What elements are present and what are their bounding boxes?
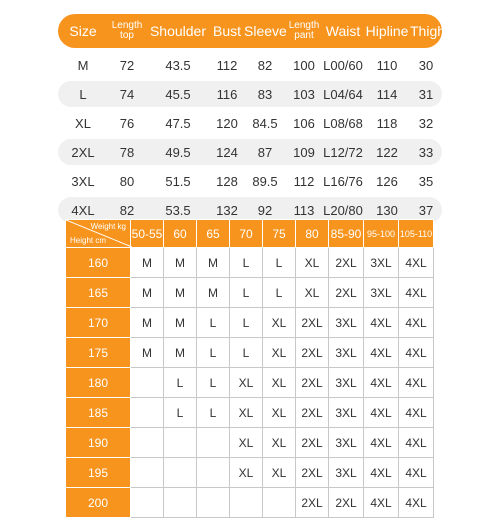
- size-recommendation-cell: 4XL: [364, 428, 399, 458]
- size-recommendation-cell: XL: [263, 338, 296, 368]
- header-length-pant: [286, 21, 322, 41]
- size-recommendation-cell: M: [197, 248, 230, 278]
- size-label: L: [79, 86, 87, 102]
- weight-header-cell: 75: [263, 220, 296, 248]
- height-label: 160: [66, 248, 131, 278]
- size-value: 109: [293, 144, 315, 160]
- size-value: 122: [376, 144, 398, 160]
- size-label: 2XL: [71, 144, 95, 160]
- weight-header-cell: 95-100: [364, 220, 399, 248]
- size-recommendation-cell: L: [197, 398, 230, 428]
- size-label: M: [77, 57, 89, 73]
- size-value: L16/76: [323, 173, 363, 189]
- size-value: 128: [216, 173, 238, 189]
- size-recommendation-cell: M: [164, 248, 197, 278]
- header-thigh: Thigh: [410, 23, 446, 39]
- height-row: [66, 248, 434, 278]
- size-recommendation-cell: XL: [263, 368, 296, 398]
- header-sleeve: Sleeve: [244, 23, 287, 39]
- size-value: 80: [119, 173, 135, 189]
- size-value: 30: [418, 57, 434, 73]
- size-value: 76: [119, 115, 135, 131]
- size-value: 126: [376, 173, 398, 189]
- size-value: 82: [119, 202, 135, 218]
- height-row: [66, 278, 434, 308]
- size-value: 82: [257, 57, 273, 73]
- weight-header-row: [66, 220, 434, 248]
- size-recommendation-cell: 2XL: [296, 428, 329, 458]
- size-recommendation-cell: [263, 488, 296, 518]
- size-recommendation-cell: 2XL: [329, 278, 364, 308]
- weight-header-cell: 60: [164, 220, 197, 248]
- height-label: 190: [66, 428, 131, 458]
- weight-header-cell: 105-110: [399, 220, 434, 248]
- size-recommendation-cell: 2XL: [296, 368, 329, 398]
- size-label: XL: [75, 115, 91, 131]
- size-recommendation-cell: L: [263, 278, 296, 308]
- size-value: 132: [216, 202, 238, 218]
- size-recommendation-cell: 4XL: [399, 338, 434, 368]
- size-value: 32: [418, 115, 434, 131]
- size-recommendation-cell: [131, 428, 164, 458]
- size-value: 124: [216, 144, 238, 160]
- size-recommendation-cell: XL: [230, 368, 263, 398]
- size-recommendation-cell: 4XL: [364, 338, 399, 368]
- size-recommendation-cell: 2XL: [296, 308, 329, 338]
- size-value: 103: [293, 86, 315, 102]
- height-row: [66, 398, 434, 428]
- size-value: 92: [257, 202, 273, 218]
- size-recommendation-cell: M: [164, 308, 197, 338]
- size-recommendation-cell: L: [230, 248, 263, 278]
- size-row: [58, 81, 442, 107]
- height-row: [66, 488, 434, 518]
- size-recommendation-cell: M: [197, 278, 230, 308]
- size-recommendation-cell: XL: [263, 308, 296, 338]
- size-value: 112: [216, 57, 238, 73]
- size-row: [58, 168, 442, 194]
- height-row: [66, 368, 434, 398]
- height-label: 175: [66, 338, 131, 368]
- size-value: 87: [257, 144, 273, 160]
- size-recommendation-cell: 3XL: [364, 278, 399, 308]
- size-recommendation-cell: XL: [230, 428, 263, 458]
- size-value: 114: [376, 86, 398, 102]
- weight-height-chart-body: [66, 220, 434, 518]
- height-label: 195: [66, 458, 131, 488]
- height-row: [66, 428, 434, 458]
- size-recommendation-cell: 2XL: [296, 458, 329, 488]
- height-label: 185: [66, 398, 131, 428]
- size-value: 84.5: [252, 115, 278, 131]
- weight-axis-label: Weight kg: [90, 222, 126, 231]
- size-recommendation-cell: [197, 488, 230, 518]
- size-value: 78: [119, 144, 135, 160]
- size-recommendation-cell: 2XL: [329, 488, 364, 518]
- size-recommendation-cell: 4XL: [399, 428, 434, 458]
- size-table-body: [58, 52, 442, 223]
- size-recommendation-cell: L: [263, 248, 296, 278]
- size-recommendation-cell: 3XL: [364, 248, 399, 278]
- header-waist: Waist: [325, 23, 361, 39]
- size-recommendation-cell: 4XL: [399, 488, 434, 518]
- size-recommendation-cell: 4XL: [364, 308, 399, 338]
- size-recommendation-cell: XL: [263, 398, 296, 428]
- size-recommendation-cell: XL: [263, 458, 296, 488]
- weight-height-chart: [65, 219, 434, 518]
- size-recommendation-cell: 3XL: [329, 428, 364, 458]
- size-value: L04/64: [323, 86, 363, 102]
- size-value: L08/68: [323, 115, 363, 131]
- size-value: 43.5: [165, 57, 191, 73]
- size-recommendation-cell: 4XL: [399, 248, 434, 278]
- height-row: [66, 338, 434, 368]
- size-recommendation-cell: L: [164, 368, 197, 398]
- size-recommendation-cell: M: [131, 308, 164, 338]
- size-value: 100: [293, 57, 315, 73]
- size-recommendation-cell: XL: [230, 398, 263, 428]
- size-recommendation-cell: 4XL: [364, 458, 399, 488]
- size-recommendation-cell: XL: [296, 278, 329, 308]
- size-recommendation-cell: 4XL: [399, 278, 434, 308]
- size-value: 49.5: [165, 144, 191, 160]
- height-label: 165: [66, 278, 131, 308]
- size-row: [58, 139, 442, 165]
- size-recommendation-cell: XL: [263, 428, 296, 458]
- size-value: 116: [216, 86, 238, 102]
- size-recommendation-cell: 3XL: [329, 338, 364, 368]
- corner-cell: [66, 220, 131, 248]
- size-recommendation-cell: L: [197, 338, 230, 368]
- size-value: 106: [293, 115, 315, 131]
- size-value: 47.5: [165, 115, 191, 131]
- size-recommendation-cell: XL: [296, 248, 329, 278]
- size-value: 45.5: [165, 86, 191, 102]
- size-value: 37: [418, 202, 434, 218]
- size-value: 53.5: [165, 202, 191, 218]
- size-recommendation-cell: 4XL: [399, 398, 434, 428]
- size-recommendation-cell: 3XL: [329, 368, 364, 398]
- size-recommendation-cell: [197, 428, 230, 458]
- size-value: 35: [418, 173, 434, 189]
- size-value: 72: [119, 57, 135, 73]
- weight-header-cell: 85-90: [329, 220, 364, 248]
- size-recommendation-cell: [131, 398, 164, 428]
- size-row: [58, 110, 442, 136]
- size-value: 110: [376, 57, 398, 73]
- header-length-pant-text: Length pant: [288, 20, 320, 41]
- size-recommendation-cell: 4XL: [364, 488, 399, 518]
- header-bust: Bust: [212, 23, 241, 39]
- weight-header-cell: 50-55: [131, 220, 164, 248]
- size-value: 74: [119, 86, 135, 102]
- size-recommendation-cell: 2XL: [329, 248, 364, 278]
- size-recommendation-cell: M: [164, 278, 197, 308]
- size-recommendation-cell: XL: [230, 458, 263, 488]
- size-recommendation-cell: 3XL: [329, 398, 364, 428]
- header-shoulder: Shoulder: [149, 23, 207, 39]
- size-recommendation-cell: M: [131, 278, 164, 308]
- size-value: L20/80: [323, 202, 363, 218]
- header-length-top: [108, 21, 146, 41]
- header-length-top-text: Length top: [111, 20, 143, 41]
- size-recommendation-cell: L: [197, 308, 230, 338]
- size-value: 113: [293, 202, 315, 218]
- size-recommendation-cell: [131, 458, 164, 488]
- header-hipline: Hipline: [365, 23, 409, 39]
- size-recommendation-cell: [164, 488, 197, 518]
- size-recommendation-cell: 2XL: [296, 398, 329, 428]
- size-recommendation-cell: M: [164, 338, 197, 368]
- header-size: Size: [69, 23, 97, 39]
- size-recommendation-cell: L: [197, 368, 230, 398]
- size-recommendation-cell: [164, 428, 197, 458]
- size-recommendation-cell: 2XL: [296, 488, 329, 518]
- size-table-header: [58, 14, 446, 48]
- size-row: [58, 52, 442, 78]
- height-label: 180: [66, 368, 131, 398]
- size-recommendation-cell: 4XL: [399, 308, 434, 338]
- size-recommendation-cell: L: [230, 338, 263, 368]
- weight-header-cell: 80: [296, 220, 329, 248]
- weight-header-cell: 70: [230, 220, 263, 248]
- size-recommendation-cell: 4XL: [399, 458, 434, 488]
- size-recommendation-cell: L: [230, 278, 263, 308]
- size-recommendation-cell: 4XL: [399, 368, 434, 398]
- size-recommendation-cell: [164, 458, 197, 488]
- size-value: 130: [376, 202, 398, 218]
- size-value: L12/72: [323, 144, 363, 160]
- height-axis-label: Height cm: [70, 236, 107, 245]
- size-value: 83: [257, 86, 273, 102]
- size-recommendation-cell: 3XL: [329, 458, 364, 488]
- size-value: 89.5: [252, 173, 278, 189]
- size-recommendation-cell: M: [131, 248, 164, 278]
- size-recommendation-cell: [131, 488, 164, 518]
- size-recommendation-cell: L: [164, 398, 197, 428]
- size-recommendation-cell: 3XL: [329, 308, 364, 338]
- size-recommendation-cell: 4XL: [364, 368, 399, 398]
- height-label: 200: [66, 488, 131, 518]
- size-label: 3XL: [71, 173, 95, 189]
- size-value: 31: [418, 86, 434, 102]
- size-value: 118: [376, 115, 398, 131]
- weight-header-cell: 65: [197, 220, 230, 248]
- size-value: L00/60: [323, 57, 363, 73]
- size-recommendation-cell: [131, 368, 164, 398]
- size-label: 4XL: [71, 202, 95, 218]
- size-recommendation-cell: [230, 488, 263, 518]
- size-recommendation-cell: M: [131, 338, 164, 368]
- size-value: 51.5: [165, 173, 191, 189]
- size-table: [58, 14, 446, 223]
- height-row: [66, 308, 434, 338]
- size-recommendation-cell: [197, 458, 230, 488]
- size-value: 120: [216, 115, 238, 131]
- size-value: 33: [418, 144, 434, 160]
- height-label: 170: [66, 308, 131, 338]
- size-recommendation-cell: 4XL: [364, 398, 399, 428]
- size-recommendation-cell: 2XL: [296, 338, 329, 368]
- size-value: 112: [293, 173, 315, 189]
- height-row: [66, 458, 434, 488]
- size-recommendation-cell: L: [230, 308, 263, 338]
